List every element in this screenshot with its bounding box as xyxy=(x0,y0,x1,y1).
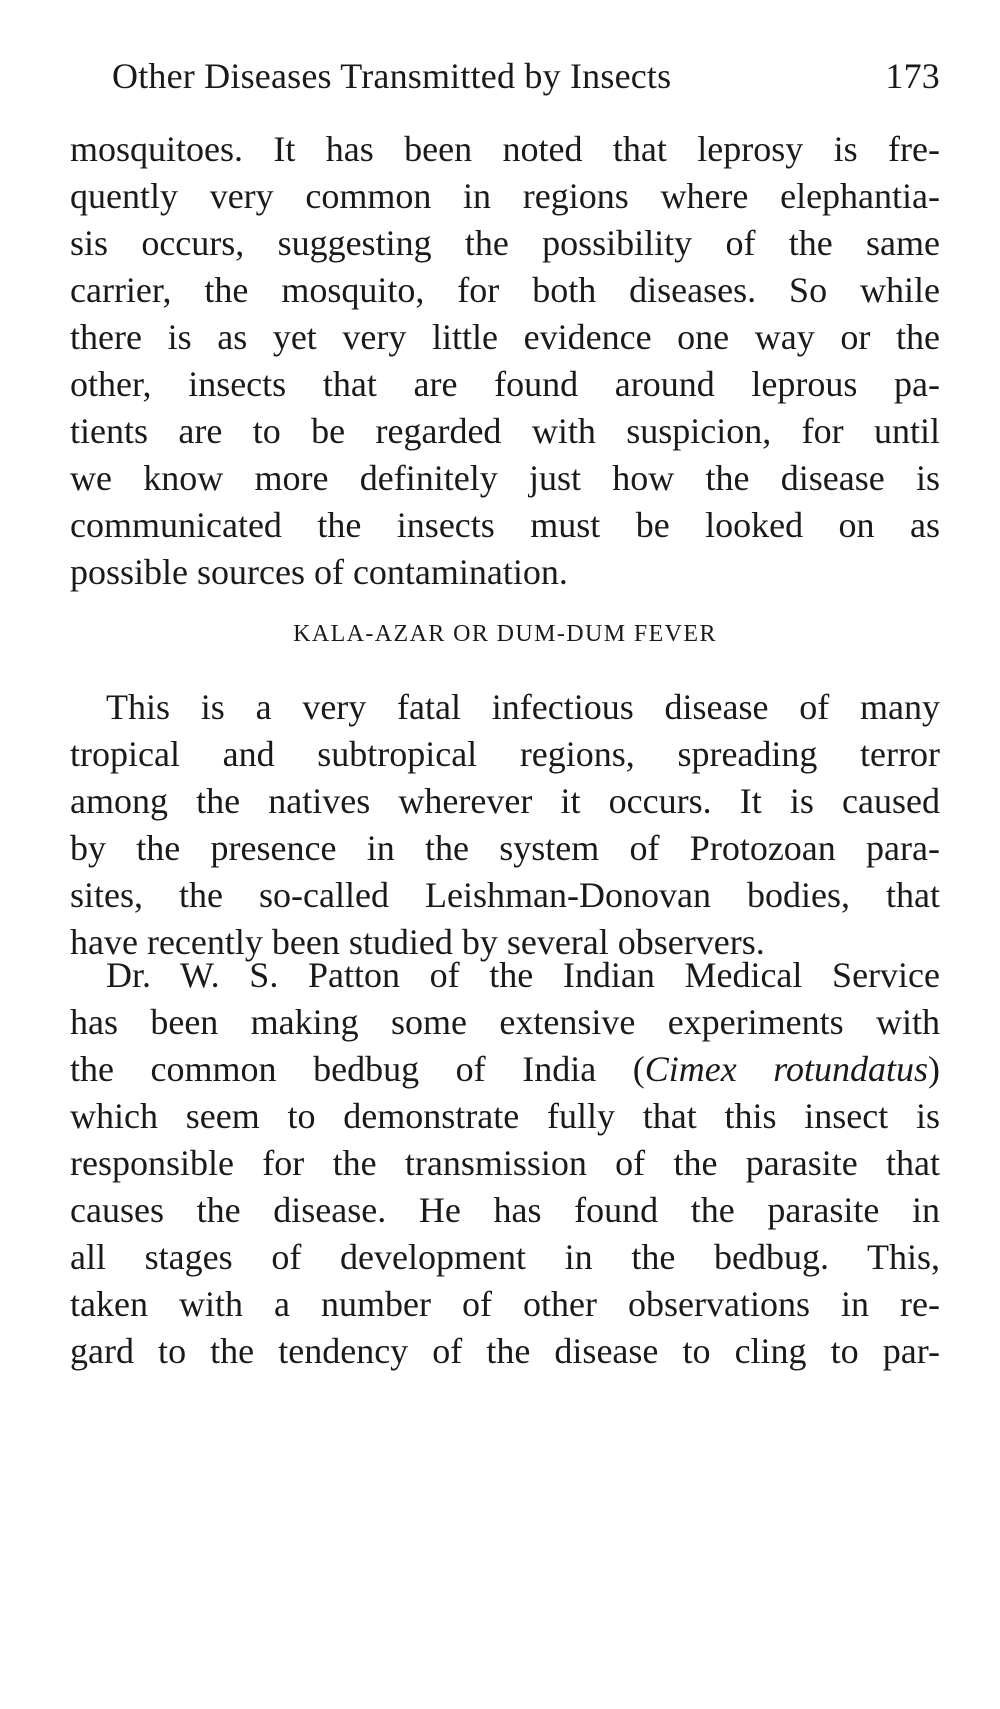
text-line: all stages of development in the bedbug. This, xyxy=(70,1237,940,1277)
text-line: by the presence in the system of Protozoan para- xyxy=(70,828,940,868)
page-number: 173 xyxy=(885,56,940,96)
running-head-title: Other Diseases Transmitted by Insects xyxy=(112,56,672,96)
text-line: which seem to demonstrate fully that this insect is xyxy=(70,1096,940,1136)
text-line: there is as yet very little evidence one way or the xyxy=(70,317,940,357)
text-line: other, insects that are found around leprous pa- xyxy=(70,364,940,404)
text-line: gard to the tendency of the disease to cling to par- xyxy=(70,1331,940,1371)
text-line: has been making some extensive experiments with xyxy=(70,1002,940,1042)
text-line: responsible for the transmission of the parasite that xyxy=(70,1143,940,1183)
text-line: we know more definitely just how the disease is xyxy=(70,458,940,498)
paragraph-kala-azar-intro xyxy=(70,684,940,966)
text-line: causes the disease. He has found the parasite in xyxy=(70,1190,940,1230)
running-head xyxy=(112,46,940,106)
text-fragment: ) xyxy=(928,1049,940,1089)
text-fragment: the common bedbug of India ( xyxy=(70,1049,645,1089)
paragraph-patton-experiments xyxy=(70,952,940,1375)
text-line: sites, the so-called Leishman-Donovan bodies, that xyxy=(70,875,940,915)
text-line: quently very common in regions where elephantia- xyxy=(70,176,940,216)
text-line: among the natives wherever it occurs. It is caused xyxy=(70,781,940,821)
text-line: tropical and subtropical regions, spreading terror xyxy=(70,734,940,774)
text-line: possible sources of contamination. xyxy=(70,552,568,592)
text-line: communicated the insects must be looked on as xyxy=(70,505,940,545)
paragraph-leprosy-continued xyxy=(70,126,940,596)
text-line: taken with a number of other observations in re- xyxy=(70,1284,940,1324)
text-line: carrier, the mosquito, for both diseases. So while xyxy=(70,270,940,310)
text-line: This is a very fatal infectious disease of many xyxy=(106,687,940,727)
text-line: have recently been studied by several observers. xyxy=(70,922,765,962)
section-heading: KALA-AZAR OR DUM-DUM FEVER xyxy=(293,621,717,647)
text-line: Dr. W. S. Patton of the Indian Medical Service xyxy=(106,955,940,995)
text-line: sis occurs, suggesting the possibility of the same xyxy=(70,223,940,263)
text-line: mosquitoes. It has been noted that leprosy is fre- xyxy=(70,129,940,169)
text-line: tients are to be regarded with suspicion, for until xyxy=(70,411,940,451)
species-name: Cimex rotundatus xyxy=(644,1049,928,1089)
text-line-with-species xyxy=(70,1046,940,1093)
